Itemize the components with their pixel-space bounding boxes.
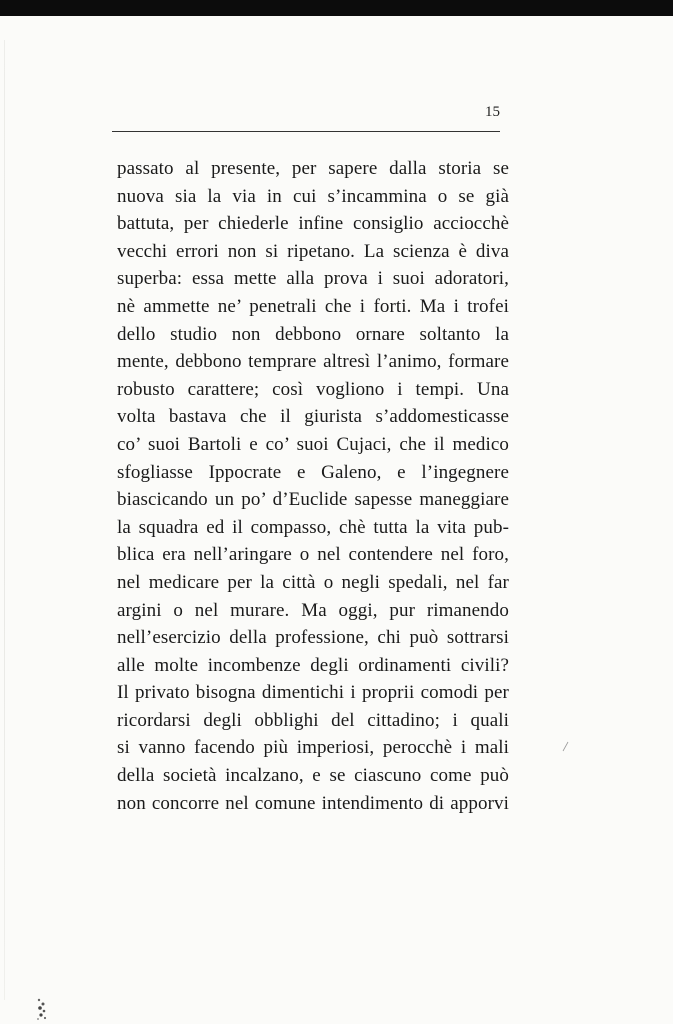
header-rule: [112, 131, 500, 132]
text-line: sfogliasse Ippocrate e Galeno, e l’ingegnere: [117, 461, 509, 483]
body-text: [117, 155, 509, 817]
text-line: blica era nell’aringare o nel contendere nel foro,: [117, 544, 509, 566]
text-line: nuova sia la via in cui s’incammina o se già: [117, 185, 509, 207]
text-line: dello studio non debbono ornare soltanto la: [117, 323, 509, 345]
ink-speck: [562, 740, 570, 752]
text-line: battuta, per chiederle infine consiglio acciocchè: [117, 213, 509, 235]
text-line: nell’esercizio della professione, chi può sottrarsi: [117, 627, 509, 649]
scan-top-border: [0, 0, 673, 16]
page-left-edge: [4, 40, 5, 1000]
text-line: nel medicare per la città o negli spedali, nel far: [117, 571, 509, 593]
text-line: passato al presente, per sapere dalla storia se: [117, 158, 509, 179]
scan-specks: [34, 996, 50, 1022]
text-line: volta bastava che il giurista s’addomesticasse: [117, 406, 509, 428]
text-line: argini o nel murare. Ma oggi, pur rimanendo: [117, 599, 509, 621]
page-number: 15: [485, 104, 500, 120]
text-line: la squadra ed il compasso, chè tutta la vita pub-: [117, 516, 509, 538]
text-line: co’ suoi Bartoli e co’ suoi Cujaci, che il medico: [117, 433, 509, 455]
text-line: Il privato bisogna dimentichi i proprii comodi per: [117, 682, 509, 704]
text-line: alle molte incombenze degli ordinamenti civili?: [117, 654, 509, 676]
text-line: superba: essa mette alla prova i suoi adoratori,: [117, 268, 509, 290]
text-line: nè ammette ne’ penetrali che i forti. Ma i trofei: [117, 295, 509, 317]
text-line: non concorre nel comune intendimento di apporvi: [117, 792, 509, 814]
text-line: della società incalzano, e se ciascuno come può: [117, 765, 509, 787]
text-line: robusto carattere; così vogliono i tempi. Una: [117, 378, 509, 400]
text-line: si vanno facendo più imperiosi, perocchè i mali: [117, 737, 509, 759]
text-line: vecchi errori non si ripetano. La scienza è diva: [117, 240, 509, 262]
text-line: biascicando un po’ d’Euclide sapesse maneggiare: [117, 489, 509, 511]
text-line: mente, debbono temprare altresì l’animo, formare: [117, 351, 509, 373]
text-line: ricordarsi degli obblighi del cittadino; i quali: [117, 709, 509, 731]
